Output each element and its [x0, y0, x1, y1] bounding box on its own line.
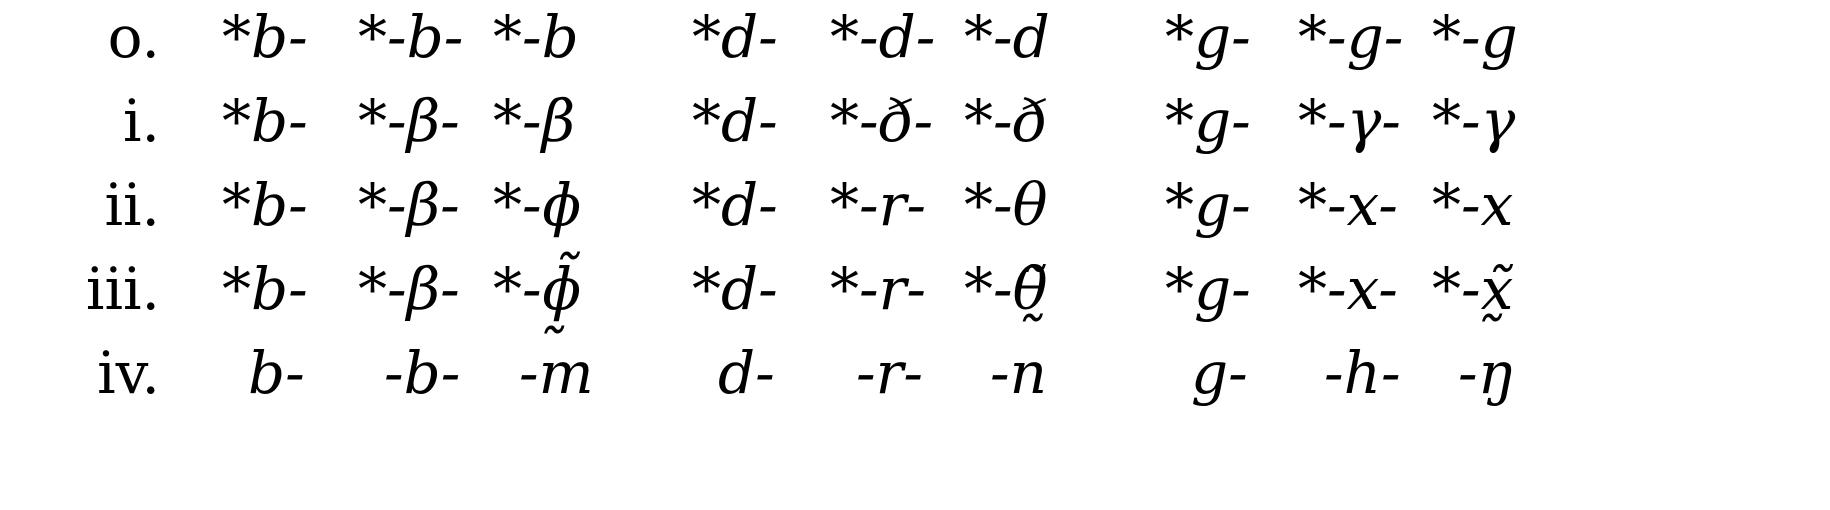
- form-cell: *g-: [1165, 87, 1251, 155]
- form-cell: -ŋ: [1458, 339, 1515, 407]
- form-cell: *-β-: [358, 171, 460, 239]
- form-cell: *-γ-: [1298, 87, 1401, 155]
- form-cell: *-g-: [1298, 3, 1404, 71]
- form-cell: *-b: [493, 3, 579, 71]
- form-cell: *-ð: [964, 87, 1048, 155]
- form-cell: *b-: [222, 255, 308, 323]
- form-cell: *d-: [692, 3, 778, 71]
- form-cell: *-x-: [1298, 255, 1398, 323]
- form-cell: *g-: [1165, 255, 1251, 323]
- form-cell: *d-: [692, 255, 778, 323]
- form-cell: -b-: [384, 339, 461, 407]
- form-cell: *-θ̰̃: [964, 255, 1048, 323]
- row-label: ii.: [104, 171, 160, 239]
- form-cell: g-: [1191, 339, 1248, 407]
- form-cell: -h-: [1324, 339, 1401, 407]
- form-cell: -r-: [856, 339, 923, 407]
- form-cell: *-x̰̃: [1432, 255, 1514, 323]
- form-cell: *-d: [964, 3, 1050, 71]
- form-cell: *-β-: [358, 87, 460, 155]
- form-cell: *-θ: [964, 171, 1048, 239]
- row-label: o.: [107, 3, 160, 71]
- form-cell: *-x-: [1298, 171, 1398, 239]
- form-cell: d-: [718, 339, 775, 407]
- form-cell: *-ð-: [830, 87, 934, 155]
- form-cell: *g-: [1165, 3, 1251, 71]
- row-label: i.: [123, 87, 160, 155]
- form-cell: *b-: [222, 171, 308, 239]
- form-cell: -m: [519, 339, 594, 407]
- form-cell: *-β: [493, 87, 576, 155]
- form-cell: *b-: [222, 3, 308, 71]
- form-cell: b-: [248, 339, 305, 407]
- form-cell: *-β-: [358, 255, 460, 323]
- row-label: iii.: [85, 255, 160, 323]
- form-cell: *-r-: [830, 255, 926, 323]
- form-cell: *-γ: [1432, 87, 1516, 155]
- form-cell: *-x: [1432, 171, 1514, 239]
- form-cell: *-b-: [358, 3, 464, 71]
- form-cell: *-g: [1432, 3, 1518, 71]
- form-cell: *-ɸ: [493, 171, 582, 239]
- form-cell: *d-: [692, 87, 778, 155]
- row-label: iv.: [97, 339, 160, 407]
- form-cell: *-ɸ̰̃: [493, 255, 582, 323]
- form-cell: *g-: [1165, 171, 1251, 239]
- form-cell: *d-: [692, 171, 778, 239]
- form-cell: *-d-: [830, 3, 936, 71]
- form-cell: *-r-: [830, 171, 926, 239]
- form-cell: -n: [990, 339, 1047, 407]
- form-cell: *b-: [222, 87, 308, 155]
